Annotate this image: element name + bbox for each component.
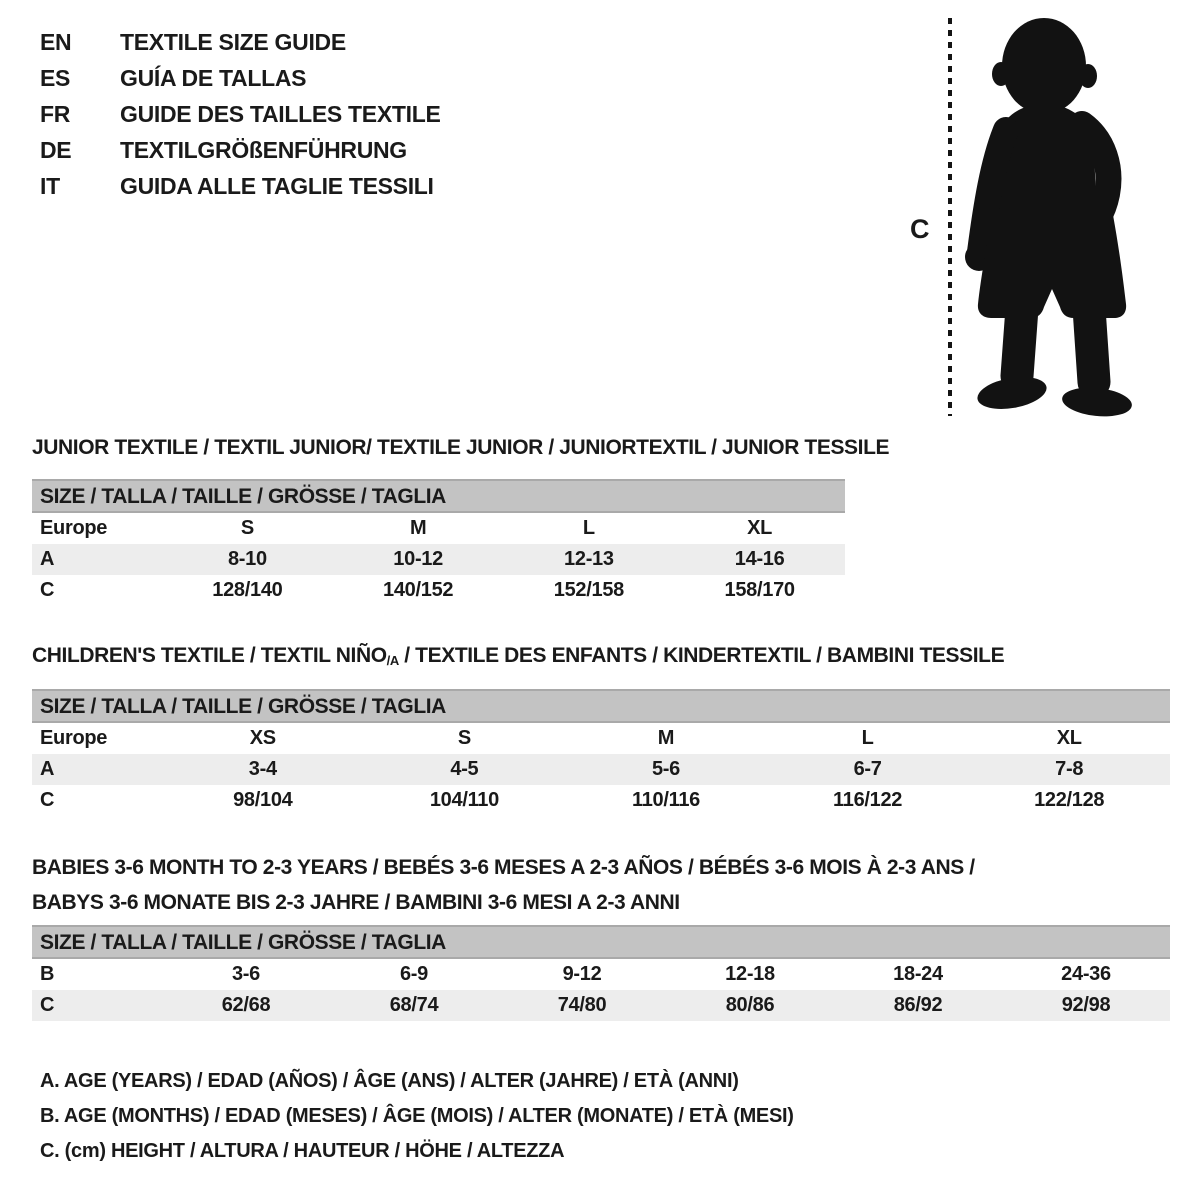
children-size-table (32, 638, 1170, 816)
table-cell: 158/170 (724, 579, 795, 601)
language-title: GUÍA DE TALLAS (120, 65, 307, 91)
language-code: EN (40, 29, 72, 55)
table-title-text: JUNIOR TEXTILE / TEXTIL JUNIOR/ TEXTILE JUNIOR / JUNIORTEXTIL / JUNIOR TESSILE (32, 436, 890, 459)
table-row (32, 575, 845, 606)
table-title-text: CHILDREN'S TEXTILE / TEXTIL NIÑO (32, 644, 387, 667)
table-cell: 8-10 (227, 548, 267, 570)
row-label: B (40, 963, 55, 985)
table-row (32, 990, 1170, 1021)
height-measure-label: C (910, 214, 930, 244)
language-row (40, 96, 441, 132)
table-cell: 7-8 (1055, 758, 1084, 780)
size-header-bar: SIZE / TALLA / TAILLE / GRÖSSE / TAGLIA (32, 925, 1170, 959)
table-rows (32, 959, 1170, 1021)
table-rows (32, 723, 1170, 816)
language-code: IT (40, 173, 60, 199)
table-row (32, 723, 1170, 754)
table-title-text: BABYS 3-6 MONATE BIS 2-3 JAHRE / BAMBINI 3-6 MESI A 2-3 ANNI (32, 891, 680, 914)
table-cell: 5-6 (651, 758, 680, 780)
measurement-legend (40, 1064, 794, 1169)
row-label: C (40, 789, 55, 811)
table-cell: 104/110 (429, 789, 499, 811)
table-row (32, 513, 845, 544)
table-cell: 128/140 (212, 579, 283, 601)
table-cell: M (657, 727, 675, 749)
table-cell: 80/86 (725, 994, 775, 1016)
height-measure-dashed-line (948, 18, 952, 416)
table-cell: 86/92 (893, 994, 943, 1016)
language-row (40, 24, 441, 60)
table-row (32, 785, 1170, 816)
table-cell: 18-24 (893, 963, 943, 985)
legend-line: A. AGE (YEARS) / EDAD (AÑOS) / ÂGE (ANS) / ALTER (JAHRE) / ETÀ (ANNI) (40, 1070, 739, 1092)
language-title: GUIDE DES TAILLES TEXTILE (120, 101, 441, 127)
table-cell: 6-9 (399, 963, 428, 985)
table-cell: 116/122 (833, 789, 903, 811)
table-rows (32, 513, 845, 606)
language-code: DE (40, 137, 72, 163)
table-cell: L (861, 727, 874, 749)
table-cell: 3-6 (231, 963, 260, 985)
language-row (40, 60, 441, 96)
babies-size-table (32, 850, 1170, 1021)
table-cell: 140/152 (383, 579, 454, 601)
table-cell: 6-7 (853, 758, 882, 780)
table-cell: 110/116 (631, 789, 700, 811)
row-label: C (40, 579, 55, 601)
table-cell: 92/98 (1061, 994, 1111, 1016)
legend-line: C. (cm) HEIGHT / ALTURA / HAUTEUR / HÖHE / ALTEZZA (40, 1140, 565, 1162)
table-cell: L (582, 517, 595, 539)
table-title-subscript: /A (386, 653, 399, 668)
row-label: A (40, 758, 55, 780)
size-header-bar: SIZE / TALLA / TAILLE / GRÖSSE / TAGLIA (32, 479, 845, 513)
table-cell: 68/74 (389, 994, 439, 1016)
table-title-text: / TEXTILE DES ENFANTS / KINDERTEXTIL / BAMBINI TESSILE (398, 644, 1005, 667)
table-cell: XS (249, 727, 276, 749)
legend-line: B. AGE (MONTHS) / EDAD (MESES) / ÂGE (MOIS) / ALTER (MONATE) / ETÀ (MESI) (40, 1105, 794, 1127)
table-cell: 10-12 (393, 548, 443, 570)
table-cell: XL (747, 517, 773, 539)
table-row (32, 544, 845, 575)
language-row (40, 132, 441, 168)
size-header-bar: SIZE / TALLA / TAILLE / GRÖSSE / TAGLIA (32, 689, 1170, 723)
table-cell: 9-12 (562, 963, 602, 985)
table-cell: 98/104 (233, 789, 293, 811)
language-code: ES (40, 65, 71, 91)
row-label: A (40, 548, 55, 570)
table-title-text: BABIES 3-6 MONTH TO 2-3 YEARS / BEBÉS 3-6 MESES A 2-3 AÑOS / BÉBÉS 3-6 MOIS À 2-3 ANS / (32, 856, 975, 879)
table-title (32, 850, 1170, 885)
row-label: C (40, 994, 55, 1016)
table-title (32, 430, 890, 465)
table-cell: S (457, 727, 471, 749)
table-row (32, 754, 1170, 785)
table-cell: 12-18 (725, 963, 775, 985)
row-label: Europe (40, 727, 108, 749)
junior-size-table (32, 430, 890, 606)
language-title: TEXTILGRÖßENFÜHRUNG (120, 137, 407, 163)
table-cell: 24-36 (1061, 963, 1111, 985)
language-title: GUIDA ALLE TAGLIE TESSILI (120, 173, 434, 199)
table-title (32, 885, 1170, 920)
toddler-silhouette-icon (962, 10, 1140, 418)
table-cell: 4-5 (450, 758, 479, 780)
language-title-list (40, 24, 441, 204)
table-title (32, 638, 1170, 675)
table-cell: 12-13 (564, 548, 614, 570)
table-row (32, 959, 1170, 990)
table-cell: M (409, 517, 427, 539)
table-cell: 122/128 (1034, 789, 1105, 811)
row-label: Europe (40, 517, 108, 539)
table-cell: XL (1056, 727, 1082, 749)
language-code: FR (40, 101, 71, 127)
table-cell: 14-16 (734, 548, 785, 570)
table-cell: 3-4 (248, 758, 277, 780)
table-cell: 152/158 (553, 579, 624, 601)
table-cell: 74/80 (557, 994, 607, 1016)
table-cell: S (240, 517, 254, 539)
language-row (40, 168, 441, 204)
language-title: TEXTILE SIZE GUIDE (120, 29, 346, 55)
table-cell: 62/68 (221, 994, 271, 1016)
